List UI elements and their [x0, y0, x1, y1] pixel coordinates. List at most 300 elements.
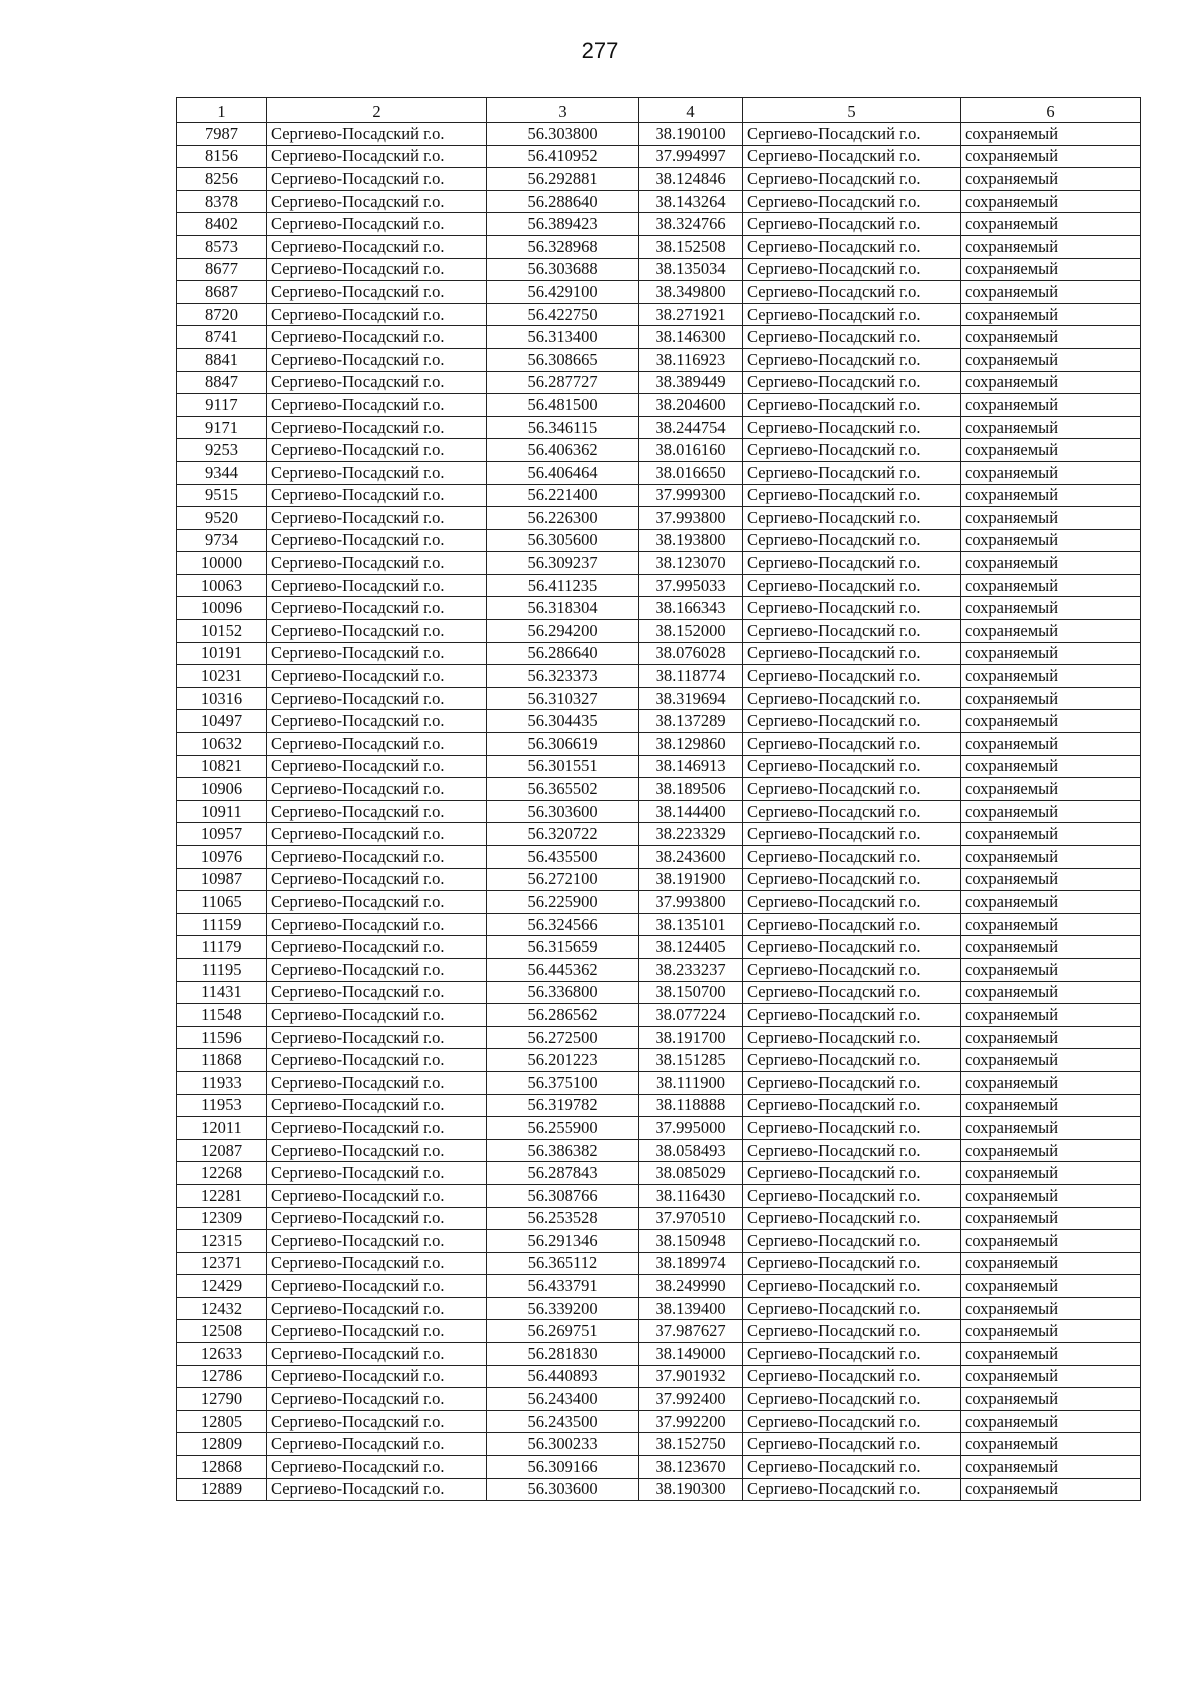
row-longitude: 37.992200 — [639, 1410, 743, 1433]
row-id: 7987 — [177, 123, 267, 146]
table-row — [177, 642, 1141, 665]
row-longitude: 38.150948 — [639, 1230, 743, 1253]
table-row — [177, 1004, 1141, 1027]
row-longitude: 38.191700 — [639, 1026, 743, 1049]
table-row — [177, 1049, 1141, 1072]
row-id: 11596 — [177, 1026, 267, 1049]
row-location: Сергиево-Посадский г.о. — [743, 1365, 961, 1388]
row-district: Сергиево-Посадский г.о. — [267, 235, 487, 258]
table-row — [177, 213, 1141, 236]
row-location: Сергиево-Посадский г.о. — [743, 281, 961, 304]
row-district: Сергиево-Посадский г.о. — [267, 665, 487, 688]
row-longitude: 37.994997 — [639, 145, 743, 168]
row-status: сохраняемый — [961, 1026, 1141, 1049]
row-district: Сергиево-Посадский г.о. — [267, 642, 487, 665]
row-district: Сергиево-Посадский г.о. — [267, 800, 487, 823]
table-row — [177, 733, 1141, 756]
table-row — [177, 281, 1141, 304]
row-longitude: 38.016650 — [639, 461, 743, 484]
row-location: Сергиево-Посадский г.о. — [743, 687, 961, 710]
column-header-5: 5 — [743, 98, 961, 123]
row-latitude: 56.255900 — [487, 1117, 639, 1140]
row-location: Сергиево-Посадский г.о. — [743, 1139, 961, 1162]
table-row — [177, 1456, 1141, 1479]
row-latitude: 56.309237 — [487, 552, 639, 575]
row-district: Сергиево-Посадский г.о. — [267, 687, 487, 710]
row-latitude: 56.406362 — [487, 439, 639, 462]
row-latitude: 56.308766 — [487, 1184, 639, 1207]
row-status: сохраняемый — [961, 1320, 1141, 1343]
row-district: Сергиево-Посадский г.о. — [267, 507, 487, 530]
row-id: 12281 — [177, 1184, 267, 1207]
row-district: Сергиево-Посадский г.о. — [267, 213, 487, 236]
row-id: 12011 — [177, 1117, 267, 1140]
table-row — [177, 258, 1141, 281]
row-district: Сергиево-Посадский г.о. — [267, 1184, 487, 1207]
row-latitude: 56.319782 — [487, 1094, 639, 1117]
row-location: Сергиево-Посадский г.о. — [743, 981, 961, 1004]
row-longitude: 38.085029 — [639, 1162, 743, 1185]
row-district: Сергиево-Посадский г.о. — [267, 846, 487, 869]
row-location: Сергиево-Посадский г.о. — [743, 1071, 961, 1094]
row-longitude: 37.901932 — [639, 1365, 743, 1388]
row-status: сохраняемый — [961, 416, 1141, 439]
table-row — [177, 1230, 1141, 1253]
row-location: Сергиево-Посадский г.о. — [743, 348, 961, 371]
row-location: Сергиево-Посадский г.о. — [743, 597, 961, 620]
table-row — [177, 1184, 1141, 1207]
row-latitude: 56.288640 — [487, 190, 639, 213]
row-status: сохраняемый — [961, 1275, 1141, 1298]
row-id: 10316 — [177, 687, 267, 710]
row-latitude: 56.305600 — [487, 529, 639, 552]
row-id: 10191 — [177, 642, 267, 665]
row-id: 9520 — [177, 507, 267, 530]
row-status: сохраняемый — [961, 190, 1141, 213]
row-longitude: 38.151285 — [639, 1049, 743, 1072]
row-district: Сергиево-Посадский г.о. — [267, 168, 487, 191]
table-row — [177, 913, 1141, 936]
table-row — [177, 1297, 1141, 1320]
row-location: Сергиево-Посадский г.о. — [743, 642, 961, 665]
row-id: 11548 — [177, 1004, 267, 1027]
row-id: 10000 — [177, 552, 267, 575]
row-latitude: 56.389423 — [487, 213, 639, 236]
row-id: 11933 — [177, 1071, 267, 1094]
table-row — [177, 1071, 1141, 1094]
row-id: 11868 — [177, 1049, 267, 1072]
row-id: 11159 — [177, 913, 267, 936]
row-status: сохраняемый — [961, 439, 1141, 462]
row-status: сохраняемый — [961, 507, 1141, 530]
row-location: Сергиево-Посадский г.о. — [743, 1184, 961, 1207]
row-id: 10976 — [177, 846, 267, 869]
row-district: Сергиево-Посадский г.о. — [267, 1410, 487, 1433]
row-status: сохраняемый — [961, 371, 1141, 394]
row-longitude: 38.077224 — [639, 1004, 743, 1027]
row-district: Сергиево-Посадский г.о. — [267, 1162, 487, 1185]
row-longitude: 38.016160 — [639, 439, 743, 462]
row-longitude: 38.223329 — [639, 823, 743, 846]
row-district: Сергиево-Посадский г.о. — [267, 733, 487, 756]
row-longitude: 38.324766 — [639, 213, 743, 236]
column-header-3: 3 — [487, 98, 639, 123]
table-row — [177, 1162, 1141, 1185]
table-row — [177, 1275, 1141, 1298]
table-row — [177, 1478, 1141, 1501]
row-longitude: 38.149000 — [639, 1343, 743, 1366]
row-district: Сергиево-Посадский г.о. — [267, 1094, 487, 1117]
row-status: сохраняемый — [961, 1410, 1141, 1433]
row-longitude: 37.999300 — [639, 484, 743, 507]
row-longitude: 38.124405 — [639, 936, 743, 959]
row-status: сохраняемый — [961, 484, 1141, 507]
row-longitude: 38.146913 — [639, 755, 743, 778]
row-id: 9253 — [177, 439, 267, 462]
table-row — [177, 1365, 1141, 1388]
row-location: Сергиево-Посадский г.о. — [743, 846, 961, 869]
row-location: Сергиево-Посадский г.о. — [743, 507, 961, 530]
row-id: 12429 — [177, 1275, 267, 1298]
row-location: Сергиево-Посадский г.о. — [743, 303, 961, 326]
row-district: Сергиево-Посадский г.о. — [267, 190, 487, 213]
table-row — [177, 529, 1141, 552]
row-district: Сергиево-Посадский г.о. — [267, 597, 487, 620]
row-id: 12790 — [177, 1388, 267, 1411]
table-row — [177, 597, 1141, 620]
row-longitude: 37.992400 — [639, 1388, 743, 1411]
table-row — [177, 1410, 1141, 1433]
row-id: 9117 — [177, 394, 267, 417]
row-longitude: 38.243600 — [639, 846, 743, 869]
row-district: Сергиево-Посадский г.о. — [267, 1297, 487, 1320]
row-status: сохраняемый — [961, 1252, 1141, 1275]
row-location: Сергиево-Посадский г.о. — [743, 235, 961, 258]
row-latitude: 56.225900 — [487, 891, 639, 914]
row-district: Сергиево-Посадский г.о. — [267, 1388, 487, 1411]
row-location: Сергиево-Посадский г.о. — [743, 733, 961, 756]
row-latitude: 56.292881 — [487, 168, 639, 191]
row-id: 11431 — [177, 981, 267, 1004]
row-id: 8256 — [177, 168, 267, 191]
row-location: Сергиево-Посадский г.о. — [743, 1252, 961, 1275]
row-location: Сергиево-Посадский г.о. — [743, 1478, 961, 1501]
row-latitude: 56.324566 — [487, 913, 639, 936]
row-status: сохраняемый — [961, 597, 1141, 620]
row-district: Сергиево-Посадский г.о. — [267, 258, 487, 281]
row-location: Сергиево-Посадский г.о. — [743, 1230, 961, 1253]
row-id: 10821 — [177, 755, 267, 778]
row-id: 10231 — [177, 665, 267, 688]
row-latitude: 56.243400 — [487, 1388, 639, 1411]
row-id: 8687 — [177, 281, 267, 304]
row-longitude: 38.118888 — [639, 1094, 743, 1117]
row-location: Сергиево-Посадский г.о. — [743, 778, 961, 801]
table-row — [177, 168, 1141, 191]
row-status: сохраняемый — [961, 1365, 1141, 1388]
table-row — [177, 326, 1141, 349]
row-location: Сергиево-Посадский г.о. — [743, 145, 961, 168]
row-location: Сергиево-Посадский г.о. — [743, 484, 961, 507]
table-row — [177, 958, 1141, 981]
row-id: 12633 — [177, 1343, 267, 1366]
table-row — [177, 235, 1141, 258]
row-location: Сергиево-Посадский г.о. — [743, 868, 961, 891]
row-district: Сергиево-Посадский г.о. — [267, 755, 487, 778]
row-status: сохраняемый — [961, 1139, 1141, 1162]
row-location: Сергиево-Посадский г.о. — [743, 1297, 961, 1320]
header-row — [177, 98, 1141, 123]
row-status: сохраняемый — [961, 258, 1141, 281]
row-latitude: 56.301551 — [487, 755, 639, 778]
row-location: Сергиево-Посадский г.о. — [743, 552, 961, 575]
row-location: Сергиево-Посадский г.о. — [743, 1162, 961, 1185]
row-district: Сергиево-Посадский г.о. — [267, 552, 487, 575]
table-row — [177, 1094, 1141, 1117]
row-latitude: 56.336800 — [487, 981, 639, 1004]
row-latitude: 56.315659 — [487, 936, 639, 959]
row-status: сохраняемый — [961, 1049, 1141, 1072]
row-longitude: 37.995000 — [639, 1117, 743, 1140]
row-longitude: 38.349800 — [639, 281, 743, 304]
table-row — [177, 439, 1141, 462]
row-district: Сергиево-Посадский г.о. — [267, 913, 487, 936]
row-location: Сергиево-Посадский г.о. — [743, 665, 961, 688]
row-id: 10987 — [177, 868, 267, 891]
row-latitude: 56.269751 — [487, 1320, 639, 1343]
row-district: Сергиево-Посадский г.о. — [267, 1117, 487, 1140]
row-longitude: 38.116430 — [639, 1184, 743, 1207]
row-latitude: 56.286562 — [487, 1004, 639, 1027]
row-id: 12315 — [177, 1230, 267, 1253]
row-longitude: 38.233237 — [639, 958, 743, 981]
table-row — [177, 891, 1141, 914]
row-status: сохраняемый — [961, 213, 1141, 236]
row-latitude: 56.320722 — [487, 823, 639, 846]
row-id: 12087 — [177, 1139, 267, 1162]
row-latitude: 56.272500 — [487, 1026, 639, 1049]
row-status: сохраняемый — [961, 1071, 1141, 1094]
row-latitude: 56.440893 — [487, 1365, 639, 1388]
row-latitude: 56.406464 — [487, 461, 639, 484]
row-latitude: 56.435500 — [487, 846, 639, 869]
row-district: Сергиево-Посадский г.о. — [267, 439, 487, 462]
row-location: Сергиево-Посадский г.о. — [743, 958, 961, 981]
row-id: 12268 — [177, 1162, 267, 1185]
row-location: Сергиево-Посадский г.о. — [743, 416, 961, 439]
table-row — [177, 936, 1141, 959]
row-longitude: 38.124846 — [639, 168, 743, 191]
table-row — [177, 145, 1141, 168]
row-location: Сергиево-Посадский г.о. — [743, 1004, 961, 1027]
row-district: Сергиево-Посадский г.о. — [267, 461, 487, 484]
row-district: Сергиево-Посадский г.о. — [267, 1433, 487, 1456]
row-location: Сергиево-Посадский г.о. — [743, 529, 961, 552]
row-district: Сергиево-Посадский г.о. — [267, 1139, 487, 1162]
row-status: сохраняемый — [961, 168, 1141, 191]
row-latitude: 56.429100 — [487, 281, 639, 304]
row-latitude: 56.303688 — [487, 258, 639, 281]
row-id: 9515 — [177, 484, 267, 507]
row-latitude: 56.410952 — [487, 145, 639, 168]
row-location: Сергиево-Посадский г.о. — [743, 1275, 961, 1298]
row-id: 10063 — [177, 574, 267, 597]
row-status: сохраняемый — [961, 913, 1141, 936]
row-longitude: 38.190100 — [639, 123, 743, 146]
row-status: сохраняемый — [961, 552, 1141, 575]
column-header-4: 4 — [639, 98, 743, 123]
row-status: сохраняемый — [961, 1184, 1141, 1207]
row-longitude: 37.993800 — [639, 507, 743, 530]
row-location: Сергиево-Посадский г.о. — [743, 1026, 961, 1049]
row-district: Сергиево-Посадский г.о. — [267, 281, 487, 304]
table-row — [177, 303, 1141, 326]
row-district: Сергиево-Посадский г.о. — [267, 123, 487, 146]
row-location: Сергиево-Посадский г.о. — [743, 1456, 961, 1479]
table-row — [177, 1388, 1141, 1411]
row-latitude: 56.365502 — [487, 778, 639, 801]
row-latitude: 56.303600 — [487, 800, 639, 823]
table-row — [177, 416, 1141, 439]
row-district: Сергиево-Посадский г.о. — [267, 1343, 487, 1366]
row-id: 10096 — [177, 597, 267, 620]
row-longitude: 37.987627 — [639, 1320, 743, 1343]
row-latitude: 56.272100 — [487, 868, 639, 891]
row-longitude: 38.135101 — [639, 913, 743, 936]
table-row — [177, 1117, 1141, 1140]
row-district: Сергиево-Посадский г.о. — [267, 1320, 487, 1343]
row-id: 8741 — [177, 326, 267, 349]
row-location: Сергиево-Посадский г.о. — [743, 439, 961, 462]
table-row — [177, 846, 1141, 869]
row-location: Сергиево-Посадский г.о. — [743, 123, 961, 146]
row-status: сохраняемый — [961, 710, 1141, 733]
row-district: Сергиево-Посадский г.о. — [267, 326, 487, 349]
row-latitude: 56.286640 — [487, 642, 639, 665]
row-status: сохраняемый — [961, 1162, 1141, 1185]
row-location: Сергиево-Посадский г.о. — [743, 800, 961, 823]
row-id: 12805 — [177, 1410, 267, 1433]
row-longitude: 38.152508 — [639, 235, 743, 258]
table-row — [177, 1026, 1141, 1049]
row-latitude: 56.221400 — [487, 484, 639, 507]
row-district: Сергиево-Посадский г.о. — [267, 371, 487, 394]
row-district: Сергиево-Посадский г.о. — [267, 981, 487, 1004]
row-status: сохраняемый — [961, 642, 1141, 665]
row-longitude: 38.166343 — [639, 597, 743, 620]
row-district: Сергиево-Посадский г.о. — [267, 1207, 487, 1230]
row-location: Сергиево-Посадский г.о. — [743, 258, 961, 281]
row-location: Сергиево-Посадский г.о. — [743, 461, 961, 484]
row-latitude: 56.287727 — [487, 371, 639, 394]
row-status: сохраняемый — [961, 1207, 1141, 1230]
row-district: Сергиево-Посадский г.о. — [267, 958, 487, 981]
row-location: Сергиево-Посадский г.о. — [743, 190, 961, 213]
row-latitude: 56.281830 — [487, 1343, 639, 1366]
row-id: 8402 — [177, 213, 267, 236]
row-district: Сергиево-Посадский г.о. — [267, 303, 487, 326]
row-status: сохраняемый — [961, 846, 1141, 869]
row-district: Сергиево-Посадский г.о. — [267, 1004, 487, 1027]
table-row — [177, 755, 1141, 778]
table-row — [177, 778, 1141, 801]
row-location: Сергиево-Посадский г.о. — [743, 1320, 961, 1343]
row-longitude: 38.146300 — [639, 326, 743, 349]
row-location: Сергиево-Посадский г.о. — [743, 1207, 961, 1230]
row-longitude: 38.058493 — [639, 1139, 743, 1162]
row-status: сохраняемый — [961, 958, 1141, 981]
table-row — [177, 552, 1141, 575]
table-row — [177, 574, 1141, 597]
row-district: Сергиево-Посадский г.о. — [267, 778, 487, 801]
table-row — [177, 484, 1141, 507]
row-longitude: 37.970510 — [639, 1207, 743, 1230]
table-row — [177, 868, 1141, 891]
row-status: сохраняемый — [961, 687, 1141, 710]
row-location: Сергиево-Посадский г.о. — [743, 1117, 961, 1140]
row-status: сохраняемый — [961, 778, 1141, 801]
column-header-1: 1 — [177, 98, 267, 123]
table-row — [177, 710, 1141, 733]
row-status: сохраняемый — [961, 1230, 1141, 1253]
row-longitude: 38.204600 — [639, 394, 743, 417]
row-longitude: 38.144400 — [639, 800, 743, 823]
row-id: 11195 — [177, 958, 267, 981]
row-id: 9734 — [177, 529, 267, 552]
row-location: Сергиево-Посадский г.о. — [743, 710, 961, 733]
row-longitude: 37.995033 — [639, 574, 743, 597]
row-longitude: 38.123070 — [639, 552, 743, 575]
row-location: Сергиево-Посадский г.о. — [743, 1343, 961, 1366]
table-row — [177, 461, 1141, 484]
table-row — [177, 823, 1141, 846]
row-location: Сергиево-Посадский г.о. — [743, 823, 961, 846]
row-latitude: 56.304435 — [487, 710, 639, 733]
table-row — [177, 507, 1141, 530]
row-location: Сергиево-Посадский г.о. — [743, 326, 961, 349]
row-status: сохраняемый — [961, 981, 1141, 1004]
row-status: сохраняемый — [961, 755, 1141, 778]
row-location: Сергиево-Посадский г.о. — [743, 1433, 961, 1456]
row-district: Сергиево-Посадский г.о. — [267, 1230, 487, 1253]
row-latitude: 56.303600 — [487, 1478, 639, 1501]
row-status: сохраняемый — [961, 1343, 1141, 1366]
row-id: 12508 — [177, 1320, 267, 1343]
row-latitude: 56.294200 — [487, 620, 639, 643]
row-longitude: 38.152750 — [639, 1433, 743, 1456]
row-latitude: 56.339200 — [487, 1297, 639, 1320]
row-location: Сергиево-Посадский г.о. — [743, 1410, 961, 1433]
row-status: сохраняемый — [961, 800, 1141, 823]
row-latitude: 56.365112 — [487, 1252, 639, 1275]
row-latitude: 56.291346 — [487, 1230, 639, 1253]
row-location: Сергиево-Посадский г.о. — [743, 213, 961, 236]
row-latitude: 56.308665 — [487, 348, 639, 371]
row-longitude: 38.189506 — [639, 778, 743, 801]
row-status: сохраняемый — [961, 123, 1141, 146]
row-location: Сергиево-Посадский г.о. — [743, 1388, 961, 1411]
row-status: сохраняемый — [961, 394, 1141, 417]
row-district: Сергиево-Посадский г.о. — [267, 620, 487, 643]
row-status: сохраняемый — [961, 1388, 1141, 1411]
row-longitude: 38.249990 — [639, 1275, 743, 1298]
row-longitude: 38.244754 — [639, 416, 743, 439]
table-row — [177, 348, 1141, 371]
row-district: Сергиево-Посадский г.о. — [267, 823, 487, 846]
row-district: Сергиево-Посадский г.о. — [267, 1456, 487, 1479]
row-id: 10632 — [177, 733, 267, 756]
row-latitude: 56.226300 — [487, 507, 639, 530]
